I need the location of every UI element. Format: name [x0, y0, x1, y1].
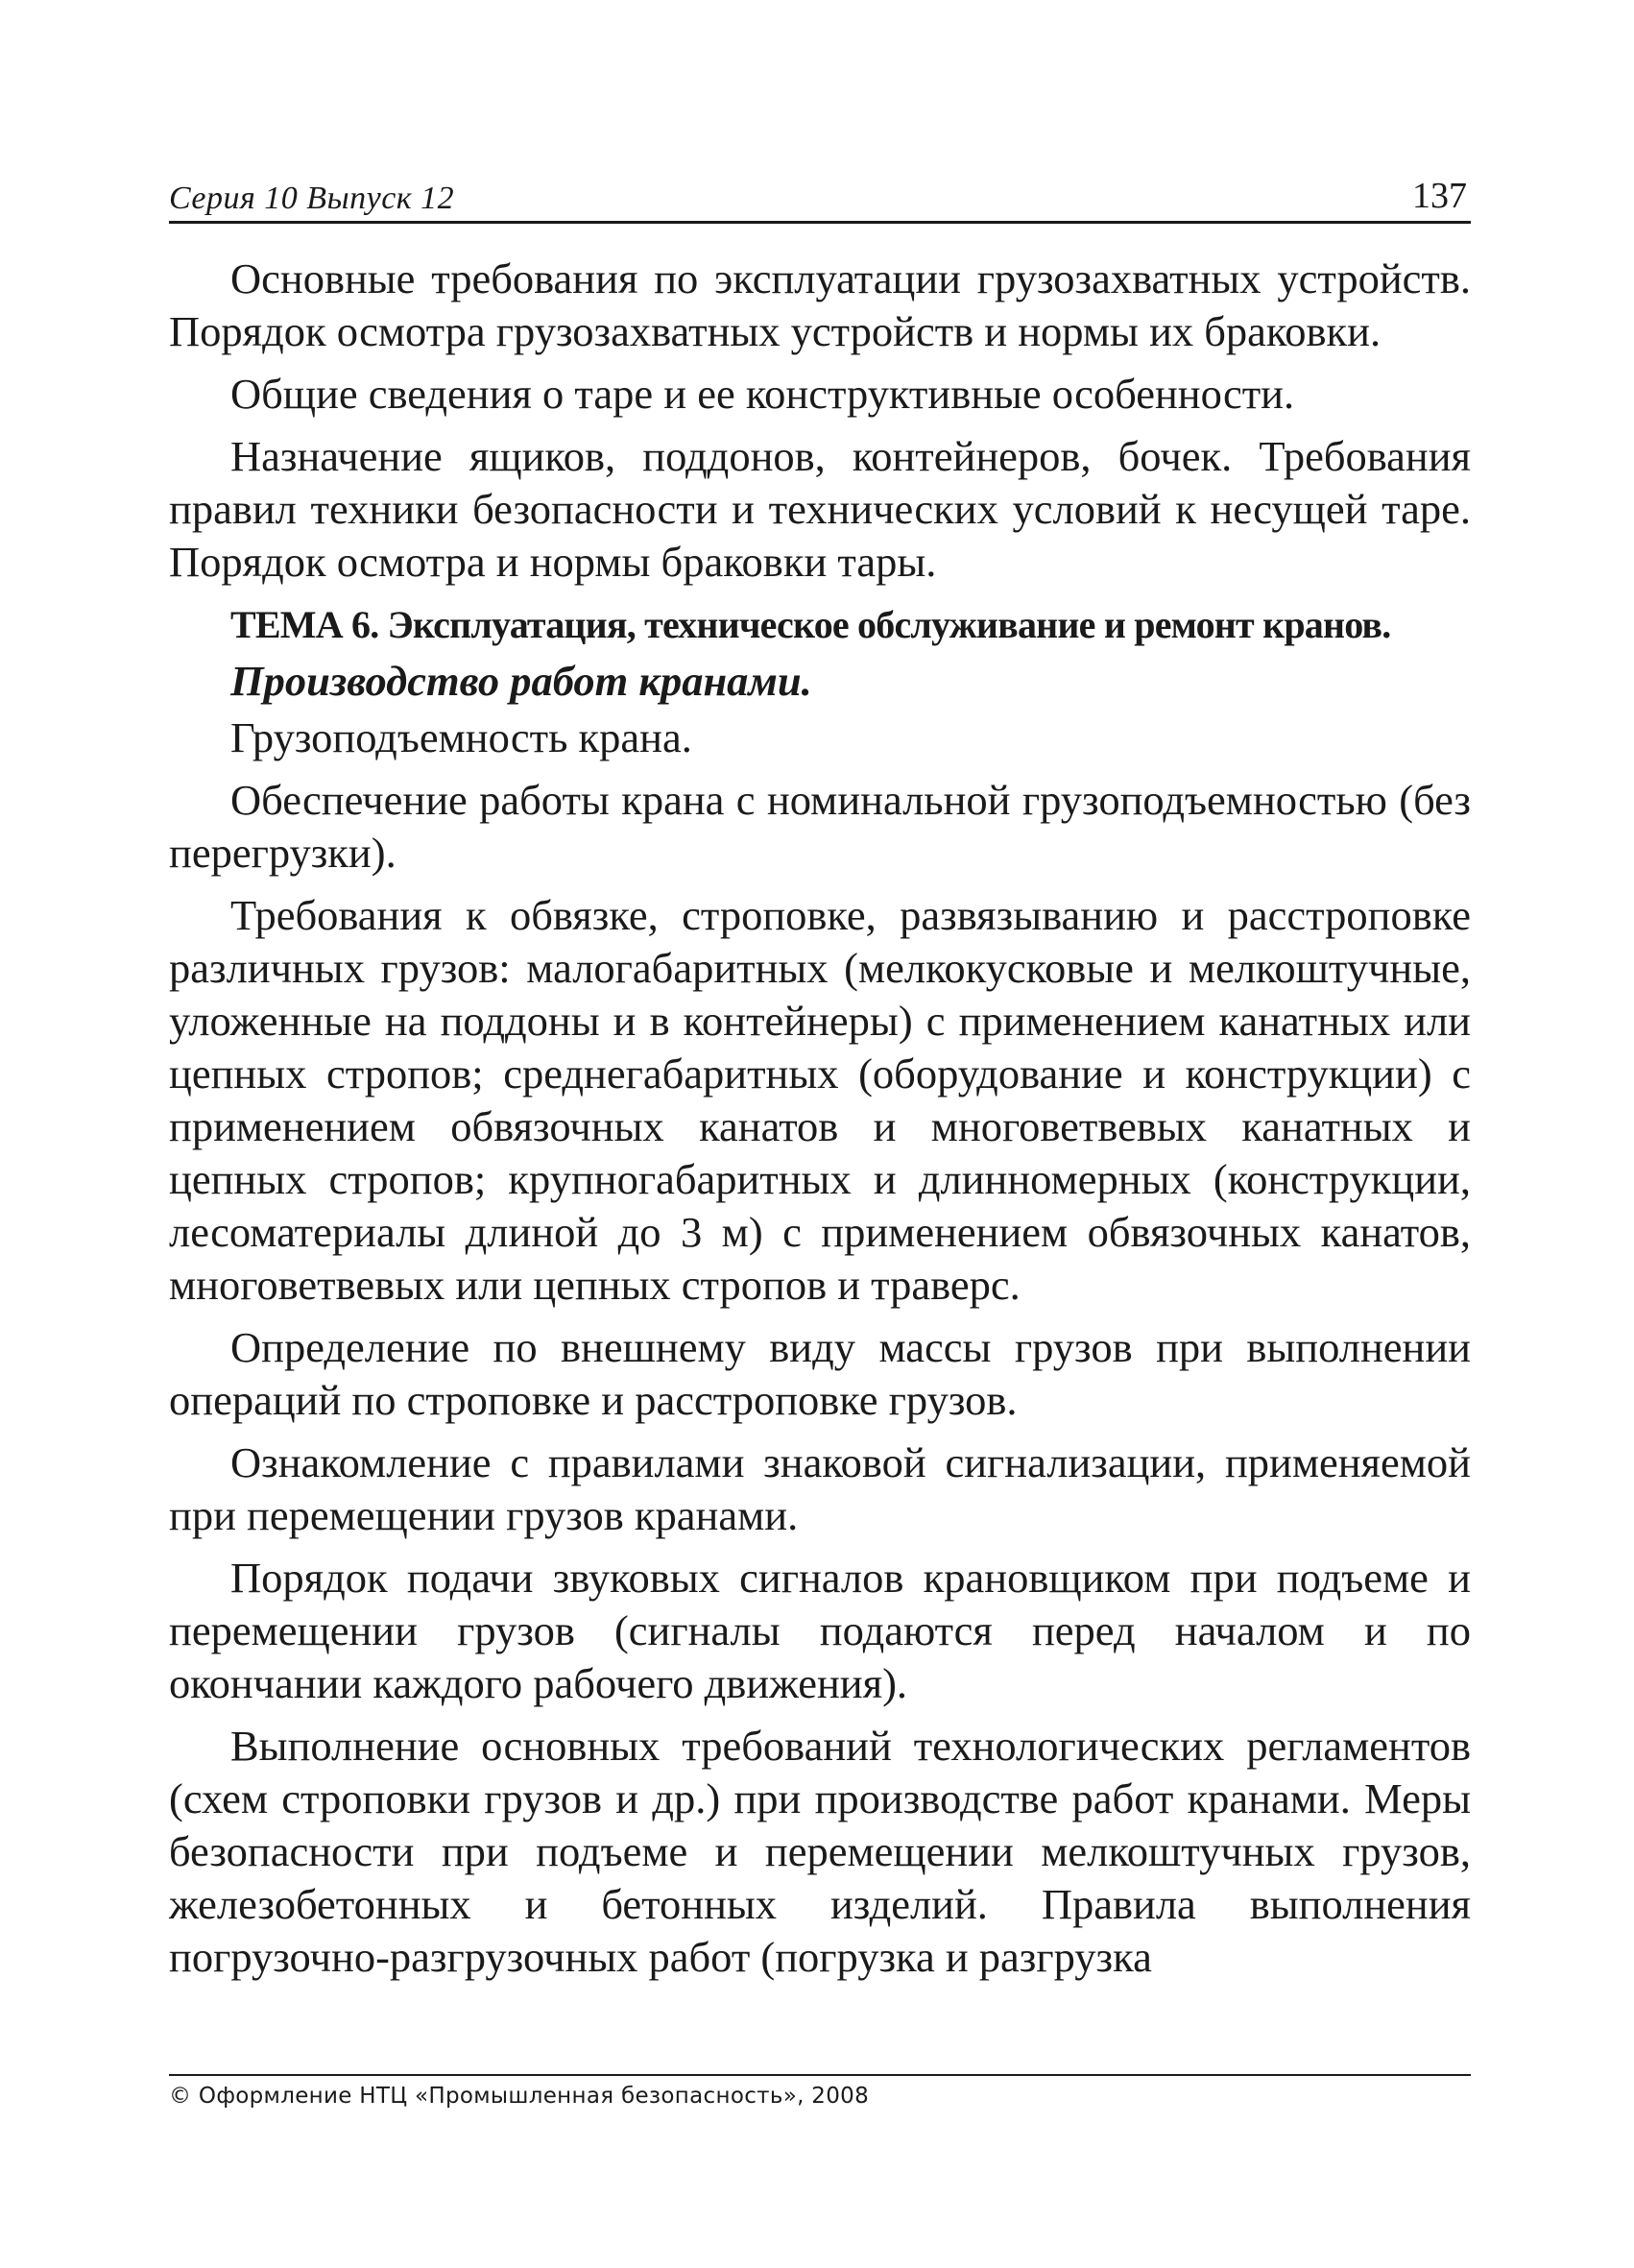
footer-copyright: © Оформление НТЦ «Промышленная безопасность», 2008 — [169, 2074, 1471, 2109]
paragraph: Ознакомление с правилами знаковой сигнализации, применяемой при перемещении грузов кранами. — [169, 1438, 1471, 1539]
paragraph: Требования к обвязке, строповке, развязыванию и расстроповке различных грузов: малогабаритных (мелкокусковые и мелкоштучные, уложенные на поддоны и в контейнеры) с применением канатных или цепных стропов; среднегабаритных (оборудование и конструкции) с применением обвязочных канатов и многоветвевых канатных и цепных стропов; крупногабаритных и длинномерных (конструкции, лесоматериалы длиной до 3 м) с применением обвязочных канатов, многоветвевых или цепных стропов и траверс. — [169, 891, 1471, 1309]
page-number: 137 — [1412, 176, 1467, 216]
paragraph: Определение по внешнему виду массы грузов при выполнении операций по строповке и расстроповке грузов. — [169, 1323, 1471, 1424]
paragraph: Грузоподъемность крана. — [230, 713, 692, 761]
paragraph: Выполнение основных требований технологических регламентов (схем строповки грузов и др.) при производстве работ кранами. Меры безопасности при подъеме и перемещении мелкоштучных грузов, железобетонных и бетонных изделий. Правила выполнения погрузочно-разгрузочных работ (погрузка и разгрузка — [169, 1722, 1471, 1981]
paragraph: Порядок подачи звуковых сигналов крановщиком при подъеме и перемещении грузов (сигналы подаются перед началом и по окончании каждого рабочего движения). — [169, 1554, 1471, 1707]
paragraph: Назначение ящиков, поддонов, контейнеров, бочек. Требования правил техники безопасности и технических условий к несущей таре. Порядок осмотра и нормы браковки тары. — [169, 432, 1471, 586]
paragraph: Обеспечение работы крана с номинальной грузоподъемностью (без перегрузки). — [169, 776, 1471, 877]
running-head — [169, 163, 1471, 224]
book-page — [169, 163, 1471, 2141]
topic-heading: ТЕМА 6. Эксплуатация, техническое обслуживание и ремонт кранов. — [230, 603, 1391, 646]
series-label: Серия 10 Выпуск 12 — [169, 181, 455, 216]
paragraph: Общие сведения о таре и ее конструктивные особенности. — [230, 370, 1295, 418]
paragraph: Основные требования по эксплуатации грузозахватных устройств. Порядок осмотра грузозахватных устройств и нормы их браковки. — [169, 254, 1471, 355]
topic-subheading: Производство работ кранами. — [230, 657, 812, 705]
page-body — [169, 253, 1471, 1984]
